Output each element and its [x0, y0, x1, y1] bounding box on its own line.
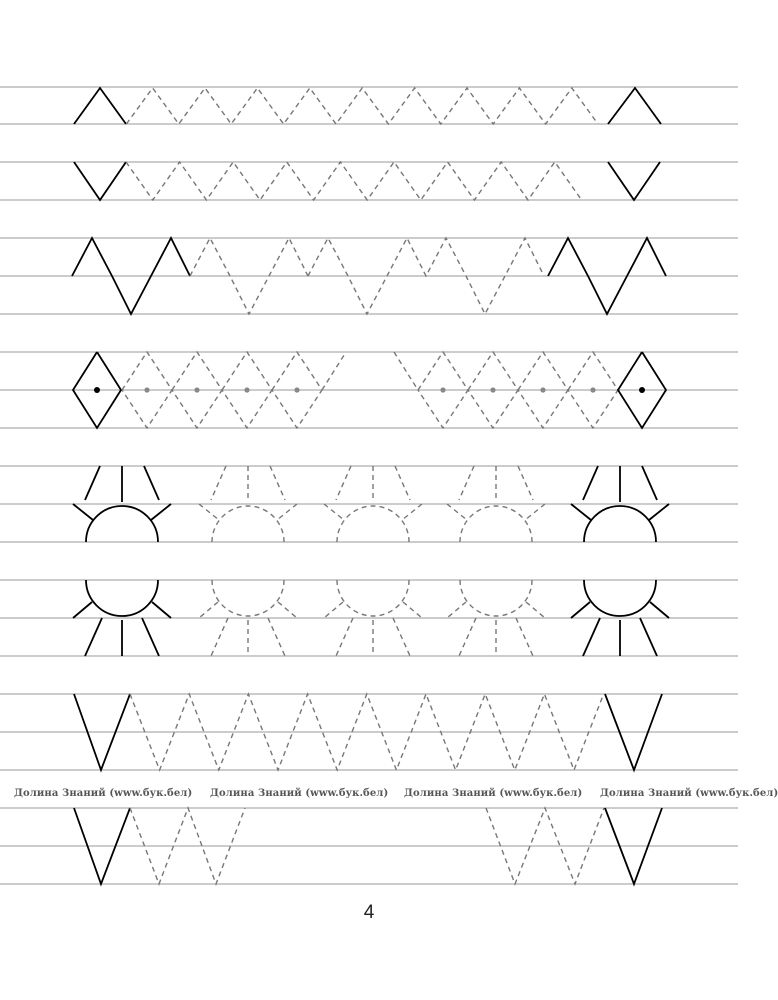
sun-ray [277, 504, 297, 520]
dashed-zigzag-guide [126, 88, 598, 124]
dot-guide [440, 387, 445, 392]
sun-ray [649, 504, 669, 520]
dashed-diamond-guide [322, 352, 346, 390]
dot-guide [144, 387, 149, 392]
row-zigzag-peaks [74, 88, 661, 124]
sun-ray [518, 466, 533, 500]
sun-ray [336, 618, 353, 656]
sun-ray [324, 504, 344, 520]
sun-ray [642, 466, 657, 500]
solid-sun-stroke [584, 580, 656, 616]
dot-guide [194, 387, 199, 392]
sun-ray [583, 466, 598, 500]
sun-ray [85, 466, 100, 500]
dot-guide [294, 387, 299, 392]
watermark-text: Долина Знаний (www.бук.бел) [600, 788, 778, 799]
dashed-zigzag-guide [126, 162, 582, 200]
sun-ray [571, 602, 590, 618]
sun-ray [270, 466, 285, 500]
dashed-sun-guide [337, 506, 409, 542]
sun-ray [151, 504, 171, 520]
sun-ray [650, 602, 669, 618]
sun-ray [571, 504, 591, 520]
sun-ray [142, 618, 159, 656]
watermark-text: Долина Знаний (www.бук.бел) [404, 788, 583, 799]
solid-sun-stroke [86, 506, 158, 542]
sun-ray [73, 602, 92, 618]
sun-ray [525, 504, 545, 520]
sun-ray [144, 466, 159, 500]
sun-ray [395, 466, 410, 500]
dot-marker [639, 387, 645, 393]
sun-ray [336, 466, 351, 500]
solid-zigzag-stroke [74, 88, 126, 124]
dashed-sun-guide [460, 506, 532, 542]
sun-ray [211, 466, 226, 500]
sun-ray [402, 504, 422, 520]
dot-guide [490, 387, 495, 392]
watermark-text: Долина Знаний (www.бук.бел) [210, 788, 389, 799]
sun-ray [393, 618, 410, 656]
sun-ray [268, 618, 285, 656]
sun-ray [526, 602, 545, 618]
sun-ray [85, 618, 102, 656]
sun-ray [211, 618, 228, 656]
sun-ray [199, 504, 219, 520]
row-zigzag-valleys [74, 162, 660, 200]
sun-ray [459, 466, 474, 500]
ruling-lines [0, 87, 738, 884]
solid-zigzag-stroke [74, 162, 126, 200]
sun-ray [199, 602, 218, 618]
sun-ray [640, 618, 657, 656]
sun-ray [403, 602, 422, 618]
dot-guide [590, 387, 595, 392]
solid-zigzag-stroke [608, 162, 660, 200]
dashed-sun-guide [460, 580, 532, 616]
dashed-diamond-guide [394, 352, 418, 390]
solid-sun-stroke [86, 580, 158, 616]
solid-zigzag-stroke [608, 88, 661, 124]
sun-ray [459, 618, 476, 656]
sun-ray [73, 504, 93, 520]
sun-ray [447, 504, 467, 520]
dot-guide [244, 387, 249, 392]
dashed-sun-guide [212, 506, 284, 542]
dot-guide [540, 387, 545, 392]
dashed-sun-guide [212, 580, 284, 616]
sun-ray [583, 618, 600, 656]
sun-ray [152, 602, 171, 618]
solid-sun-stroke [584, 506, 656, 542]
sun-ray [447, 602, 466, 618]
sun-ray [324, 602, 343, 618]
dashed-sun-guide [337, 580, 409, 616]
page-number: 4 [363, 902, 375, 923]
dot-marker [94, 387, 100, 393]
sun-ray [278, 602, 297, 618]
watermark-text: Долина Знаний (www.бук.бел) [14, 788, 193, 799]
sun-ray [516, 618, 533, 656]
